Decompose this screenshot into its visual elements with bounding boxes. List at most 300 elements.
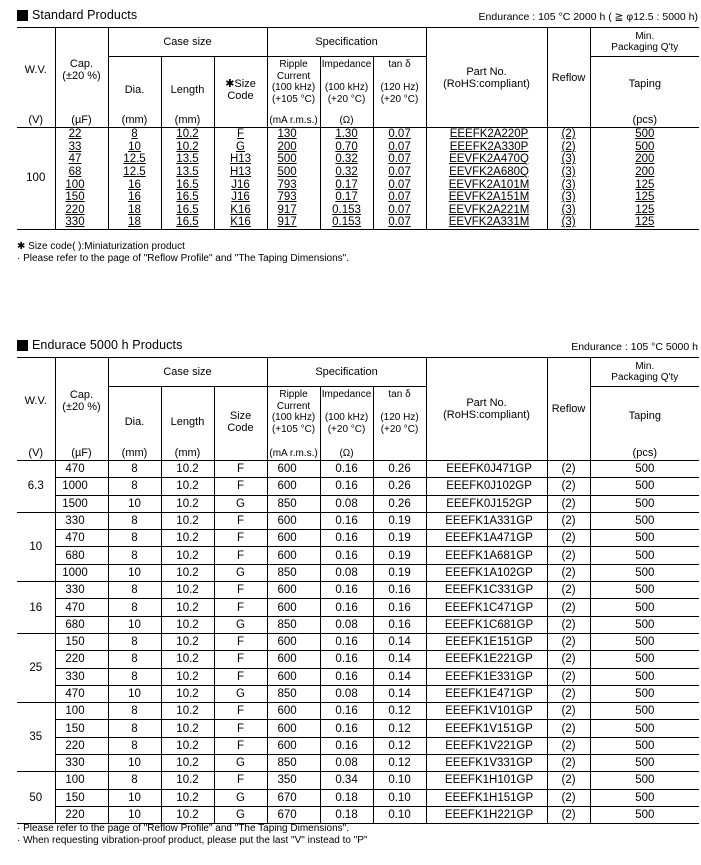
size-code-cell: H13 — [214, 166, 267, 179]
taping-cell: 500 — [590, 737, 699, 754]
cap-cell — [55, 772, 108, 789]
impedance-cell: 0.153 — [320, 204, 373, 217]
tan-delta-cell: 0.10 — [373, 806, 426, 823]
impedance-cell: 0.32 — [320, 153, 373, 166]
header-text: Code — [227, 421, 254, 434]
header-length — [161, 387, 214, 461]
tan-delta-cell: 0.19 — [373, 564, 426, 581]
cap-cell — [55, 737, 108, 754]
ripple-cell — [267, 216, 320, 229]
cap-cell — [55, 495, 108, 512]
table-row — [17, 191, 699, 204]
header-specification — [267, 28, 426, 57]
taping-cell: 500 — [590, 772, 699, 789]
dia-cell: 8 — [108, 772, 161, 789]
header-text: (±20 %) — [62, 69, 101, 82]
ripple-value: 600 — [277, 515, 297, 528]
dia-cell: 8 — [108, 128, 161, 141]
size-code-cell: H13 — [214, 153, 267, 166]
impedance-cell: 0.16 — [320, 737, 373, 754]
cap-value: 680 — [65, 618, 85, 631]
impedance-cell: 0.16 — [320, 599, 373, 616]
cap-cell — [55, 720, 108, 737]
wv-cell: 6.3 — [17, 461, 55, 513]
taping-cell: 500 — [590, 495, 699, 512]
part-number-cell: EEVFK2A470Q — [426, 153, 547, 166]
size-code-cell: F — [214, 128, 267, 141]
header-reflow — [547, 358, 590, 461]
ripple-cell — [267, 478, 320, 495]
reflow-cell: (2) — [547, 495, 590, 512]
dia-cell: 10 — [108, 495, 161, 512]
header-text: (RoHS:compliant) — [443, 409, 530, 421]
part-number-cell: EEVFK2A221M — [426, 204, 547, 217]
header-text: (+20 °C) — [380, 93, 419, 105]
header-text: (µF) — [71, 447, 92, 459]
header-text: (pcs) — [632, 447, 657, 459]
size-code-cell: F — [214, 651, 267, 668]
taping-cell: 500 — [590, 530, 699, 547]
reflow-cell: (2) — [547, 737, 590, 754]
header-cap — [55, 28, 108, 128]
header-text: (V) — [28, 447, 44, 459]
cap-value: 100 — [65, 178, 85, 191]
impedance-cell: 0.16 — [320, 720, 373, 737]
tan-delta-cell: 0.19 — [373, 530, 426, 547]
ripple-value: 500 — [277, 153, 297, 166]
reflow-cell: (2) — [547, 616, 590, 633]
dia-cell: 8 — [108, 478, 161, 495]
header-case-size — [108, 28, 267, 57]
part-number-cell: EEEFK1A331GP — [426, 512, 547, 529]
dia-cell: 8 — [108, 461, 161, 478]
table-row — [17, 772, 699, 789]
ripple-value: 600 — [277, 653, 297, 666]
dia-cell: 10 — [108, 616, 161, 633]
cap-value: 470 — [65, 463, 85, 476]
cap-value: 330 — [65, 216, 85, 229]
part-number-cell: EEEFK1E221GP — [426, 651, 547, 668]
reflow-cell: (3) — [547, 191, 590, 204]
reflow-cell: (2) — [547, 685, 590, 702]
header-text: Code — [227, 90, 254, 103]
cap-value: 100 — [65, 705, 85, 718]
size-code-cell: G — [214, 755, 267, 772]
ripple-value: 600 — [277, 739, 297, 752]
header-text: (100 kHz) — [324, 412, 369, 424]
ripple-cell — [267, 530, 320, 547]
size-code-cell: F — [214, 530, 267, 547]
taping-cell: 500 — [590, 582, 699, 599]
ripple-value: 350 — [277, 774, 297, 787]
reflow-cell: (2) — [547, 633, 590, 650]
dia-cell: 10 — [108, 789, 161, 806]
part-number-cell: EEEFK0J471GP — [426, 461, 547, 478]
cap-cell — [55, 547, 108, 564]
ripple-cell — [267, 153, 320, 166]
impedance-cell: 0.18 — [320, 789, 373, 806]
cap-value: 47 — [68, 153, 82, 166]
impedance-cell: 0.16 — [320, 530, 373, 547]
ripple-cell — [267, 720, 320, 737]
dia-cell: 18 — [108, 204, 161, 217]
tan-delta-cell: 0.07 — [373, 166, 426, 179]
tan-delta-cell: 0.07 — [373, 141, 426, 154]
ripple-cell — [267, 737, 320, 754]
cap-value: 150 — [65, 636, 85, 649]
dia-cell: 18 — [108, 216, 161, 229]
length-cell: 10.2 — [161, 685, 214, 702]
cap-cell — [55, 141, 108, 154]
tan-delta-cell: 0.16 — [373, 616, 426, 633]
reflow-cell: (2) — [547, 461, 590, 478]
size-code-cell: G — [214, 789, 267, 806]
part-number-cell: EEEFK1C471GP — [426, 599, 547, 616]
table-row — [17, 789, 699, 806]
header-text: (120 Hz) — [380, 82, 419, 94]
header-text: (mA r.m.s.) — [269, 447, 318, 459]
wv-cell: 50 — [17, 772, 55, 824]
section-title-text: Endurace 5000 h Products — [32, 338, 183, 352]
header-text: Cap. — [69, 57, 94, 70]
table-header — [17, 358, 699, 461]
header-text: Length — [170, 84, 205, 97]
cap-value: 330 — [65, 515, 85, 528]
length-cell: 10.2 — [161, 789, 214, 806]
part-number-cell: EEEFK0J102GP — [426, 478, 547, 495]
size-code-cell: F — [214, 703, 267, 720]
table-row — [17, 216, 699, 229]
ripple-value: 850 — [277, 618, 297, 631]
tan-delta-cell: 0.12 — [373, 755, 426, 772]
header-text: (mA r.m.s.) — [269, 114, 318, 126]
header-text: (Ω) — [339, 447, 354, 459]
ripple-cell — [267, 141, 320, 154]
header-text: Part No. — [466, 397, 507, 409]
ripple-cell — [267, 685, 320, 702]
header-text: Case size — [163, 36, 212, 49]
ripple-cell — [267, 772, 320, 789]
ripple-cell — [267, 703, 320, 720]
part-number-cell: EEEFK1C331GP — [426, 582, 547, 599]
reflow-cell: (3) — [547, 153, 590, 166]
table-row — [17, 599, 699, 616]
header-size-code — [214, 387, 267, 461]
cap-cell — [55, 668, 108, 685]
size-code-cell: F — [214, 599, 267, 616]
header-dia — [108, 57, 161, 128]
dia-cell: 8 — [108, 547, 161, 564]
size-code-cell: J16 — [214, 191, 267, 204]
taping-cell: 500 — [590, 806, 699, 823]
impedance-cell: 0.08 — [320, 564, 373, 581]
header-text: tan δ — [388, 59, 411, 71]
ripple-value: 130 — [277, 128, 297, 141]
size-code-cell: G — [214, 564, 267, 581]
tan-delta-cell: 0.14 — [373, 651, 426, 668]
cap-cell — [55, 191, 108, 204]
impedance-cell: 0.17 — [320, 191, 373, 204]
header-text: (mm) — [121, 447, 148, 459]
dia-cell: 8 — [108, 633, 161, 650]
cap-value: 220 — [65, 653, 85, 666]
tan-delta-cell: 0.07 — [373, 216, 426, 229]
cap-value: 470 — [65, 688, 85, 700]
size-code-cell: K16 — [214, 204, 267, 217]
reflow-cell: (2) — [547, 478, 590, 495]
taping-cell: 125 — [590, 216, 699, 229]
cap-cell — [55, 616, 108, 633]
ripple-value: 793 — [277, 191, 297, 204]
cap-value: 220 — [65, 739, 85, 752]
taping-cell: 200 — [590, 166, 699, 179]
length-cell: 10.2 — [161, 806, 214, 823]
size-code-cell: F — [214, 668, 267, 685]
header-text: (pcs) — [632, 114, 657, 126]
taping-cell: 200 — [590, 153, 699, 166]
header-text: (µF) — [71, 114, 92, 126]
cap-cell — [55, 806, 108, 823]
size-code-note: ✱ Size code( ):Miniaturization product — [17, 241, 185, 252]
tan-delta-cell: 0.26 — [373, 495, 426, 512]
ripple-cell — [267, 599, 320, 616]
cap-value: 1500 — [62, 497, 88, 510]
header-impedance — [320, 387, 373, 461]
dia-cell: 10 — [108, 755, 161, 772]
header-specification — [267, 358, 426, 387]
header-text: Current — [276, 400, 311, 412]
header-text: Current — [276, 70, 311, 82]
length-cell: 10.2 — [161, 633, 214, 650]
header-text: (100 kHz) — [271, 412, 316, 424]
taping-cell: 500 — [590, 651, 699, 668]
taping-cell: 125 — [590, 191, 699, 204]
ripple-value: 917 — [277, 203, 297, 216]
cap-cell — [55, 216, 108, 229]
table-row — [17, 204, 699, 217]
header-text: (mm) — [121, 114, 148, 126]
header-text: (RoHS:compliant) — [443, 77, 530, 90]
tan-delta-cell: 0.07 — [373, 153, 426, 166]
cap-cell — [55, 153, 108, 166]
ripple-value: 600 — [277, 549, 297, 562]
reflow-profile-note: · Please refer to the page of "Reflow Profile" and "The Taping Dimensions". — [17, 253, 349, 264]
taping-cell: 125 — [590, 178, 699, 191]
tan-delta-cell: 0.14 — [373, 685, 426, 702]
cap-cell — [55, 512, 108, 529]
reflow-cell: (2) — [547, 651, 590, 668]
dia-cell: 8 — [108, 599, 161, 616]
length-cell: 10.2 — [161, 703, 214, 720]
impedance-cell: 0.16 — [320, 668, 373, 685]
cap-value: 150 — [65, 722, 85, 735]
endurance-products-table — [17, 357, 699, 824]
part-number-cell: EEEFK1E331GP — [426, 668, 547, 685]
ripple-cell — [267, 178, 320, 191]
table-row — [17, 512, 699, 529]
table-row — [17, 616, 699, 633]
header-text: (+20 °C) — [327, 93, 366, 105]
dia-cell: 16 — [108, 178, 161, 191]
table-row — [17, 461, 699, 478]
size-code-cell: F — [214, 512, 267, 529]
ripple-value: 200 — [277, 140, 297, 153]
ripple-value: 600 — [277, 636, 297, 649]
cap-value: 22 — [68, 128, 82, 141]
ripple-cell — [267, 633, 320, 650]
cap-cell — [55, 166, 108, 179]
cap-value: 33 — [68, 140, 82, 153]
size-code-cell: G — [214, 685, 267, 702]
size-code-cell: G — [214, 616, 267, 633]
length-cell: 10.2 — [161, 461, 214, 478]
cap-value: 68 — [68, 166, 82, 179]
ripple-cell — [267, 547, 320, 564]
part-number-cell: EEEFK1V331GP — [426, 755, 547, 772]
tan-delta-cell: 0.19 — [373, 512, 426, 529]
taping-cell: 500 — [590, 755, 699, 772]
table-row — [17, 685, 699, 702]
table-row — [17, 806, 699, 823]
part-number-cell: EEEFK1V101GP — [426, 703, 547, 720]
length-cell: 10.2 — [161, 512, 214, 529]
header-text: Reflow — [551, 71, 586, 84]
impedance-cell: 0.16 — [320, 582, 373, 599]
header-text: Dia. — [124, 84, 145, 97]
dia-cell: 8 — [108, 737, 161, 754]
cap-cell — [55, 789, 108, 806]
part-number-cell: EEVFK2A680Q — [426, 166, 547, 179]
reflow-profile-note: · Please refer to the page of "Reflow Profile" and "The Taping Dimensions". — [17, 823, 349, 834]
taping-cell: 500 — [590, 547, 699, 564]
header-text: Case size — [163, 366, 212, 379]
header-text: Min. — [635, 360, 655, 372]
size-code-cell: F — [214, 478, 267, 495]
header-text: (100 kHz) — [324, 82, 369, 94]
standard-products-table — [17, 27, 699, 230]
length-cell: 10.2 — [161, 495, 214, 512]
impedance-cell: 0.16 — [320, 547, 373, 564]
part-number-cell: EEEFK1E151GP — [426, 633, 547, 650]
cap-cell — [55, 633, 108, 650]
table-row — [17, 495, 699, 512]
length-cell: 10.2 — [161, 128, 214, 141]
table-row — [17, 755, 699, 772]
taping-cell: 500 — [590, 668, 699, 685]
part-number-cell: EEEFK1C681GP — [426, 616, 547, 633]
ripple-cell — [267, 512, 320, 529]
header-text: (+20 °C) — [327, 423, 366, 435]
header-text: Dia. — [124, 415, 145, 428]
dia-cell: 8 — [108, 651, 161, 668]
ripple-cell — [267, 582, 320, 599]
length-cell: 10.2 — [161, 668, 214, 685]
tan-delta-cell: 0.07 — [373, 178, 426, 191]
length-cell: 10.2 — [161, 772, 214, 789]
size-code-cell: F — [214, 737, 267, 754]
header-text: W.V. — [24, 395, 47, 407]
ripple-value: 600 — [277, 532, 297, 545]
tan-delta-cell: 0.10 — [373, 772, 426, 789]
ripple-cell — [267, 204, 320, 217]
length-cell: 10.2 — [161, 582, 214, 599]
table-row — [17, 478, 699, 495]
table-row — [17, 530, 699, 547]
impedance-cell: 0.16 — [320, 633, 373, 650]
header-text: Part No. — [466, 65, 507, 78]
table-row — [17, 128, 699, 141]
header-min-packaging — [590, 358, 699, 387]
ripple-cell — [267, 651, 320, 668]
reflow-cell: (3) — [547, 204, 590, 217]
standard-products-title — [17, 8, 137, 22]
part-number-cell: EEEFK1E471GP — [426, 685, 547, 702]
table-header — [17, 28, 699, 128]
ripple-cell — [267, 495, 320, 512]
cap-value: 220 — [65, 203, 85, 216]
taping-cell: 500 — [590, 633, 699, 650]
impedance-cell: 0.16 — [320, 651, 373, 668]
header-text: Min. — [635, 30, 655, 42]
header-part-no — [426, 358, 547, 461]
cap-value: 330 — [65, 757, 85, 770]
reflow-cell: (2) — [547, 599, 590, 616]
reflow-cell: (2) — [547, 530, 590, 547]
header-tan-delta — [373, 387, 426, 461]
tan-delta-cell: 0.19 — [373, 547, 426, 564]
header-wv — [17, 358, 55, 461]
cap-cell — [55, 204, 108, 217]
tan-delta-cell: 0.07 — [373, 128, 426, 141]
length-cell: 10.2 — [161, 737, 214, 754]
reflow-cell: (2) — [547, 806, 590, 823]
ripple-value: 600 — [277, 584, 297, 597]
length-cell: 10.2 — [161, 478, 214, 495]
header-ripple-current — [267, 387, 320, 461]
cap-cell — [55, 178, 108, 191]
header-text: Length — [170, 415, 205, 428]
header-text: tan δ — [388, 389, 411, 401]
header-text: (+105 °C) — [271, 423, 316, 435]
cap-value: 470 — [65, 532, 85, 545]
part-number-cell: EEEFK1A102GP — [426, 564, 547, 581]
table-row — [17, 737, 699, 754]
part-number-cell: EEVFK2A331M — [426, 216, 547, 229]
header-text: (mm) — [174, 114, 201, 126]
taping-cell: 500 — [590, 599, 699, 616]
impedance-cell: 1.30 — [320, 128, 373, 141]
header-text: Impedance — [321, 389, 372, 401]
reflow-cell: (3) — [547, 166, 590, 179]
ripple-cell — [267, 166, 320, 179]
impedance-cell: 0.16 — [320, 512, 373, 529]
standard-endurance-note: Endurance : 105 °C 2000 h ( ≧ φ12.5 : 5000 h) — [478, 11, 698, 23]
wv-cell: 100 — [17, 128, 55, 230]
tan-delta-cell: 0.07 — [373, 204, 426, 217]
endurance-products-title — [17, 338, 182, 352]
reflow-cell: (2) — [547, 703, 590, 720]
ripple-value: 917 — [277, 216, 297, 229]
ripple-cell — [267, 616, 320, 633]
length-cell: 13.5 — [161, 153, 214, 166]
cap-cell — [55, 478, 108, 495]
cap-value: 470 — [65, 601, 85, 614]
dia-cell: 8 — [108, 703, 161, 720]
header-part-no — [426, 28, 547, 128]
wv-cell: 25 — [17, 633, 55, 702]
reflow-cell: (2) — [547, 141, 590, 154]
dia-cell: 10 — [108, 564, 161, 581]
